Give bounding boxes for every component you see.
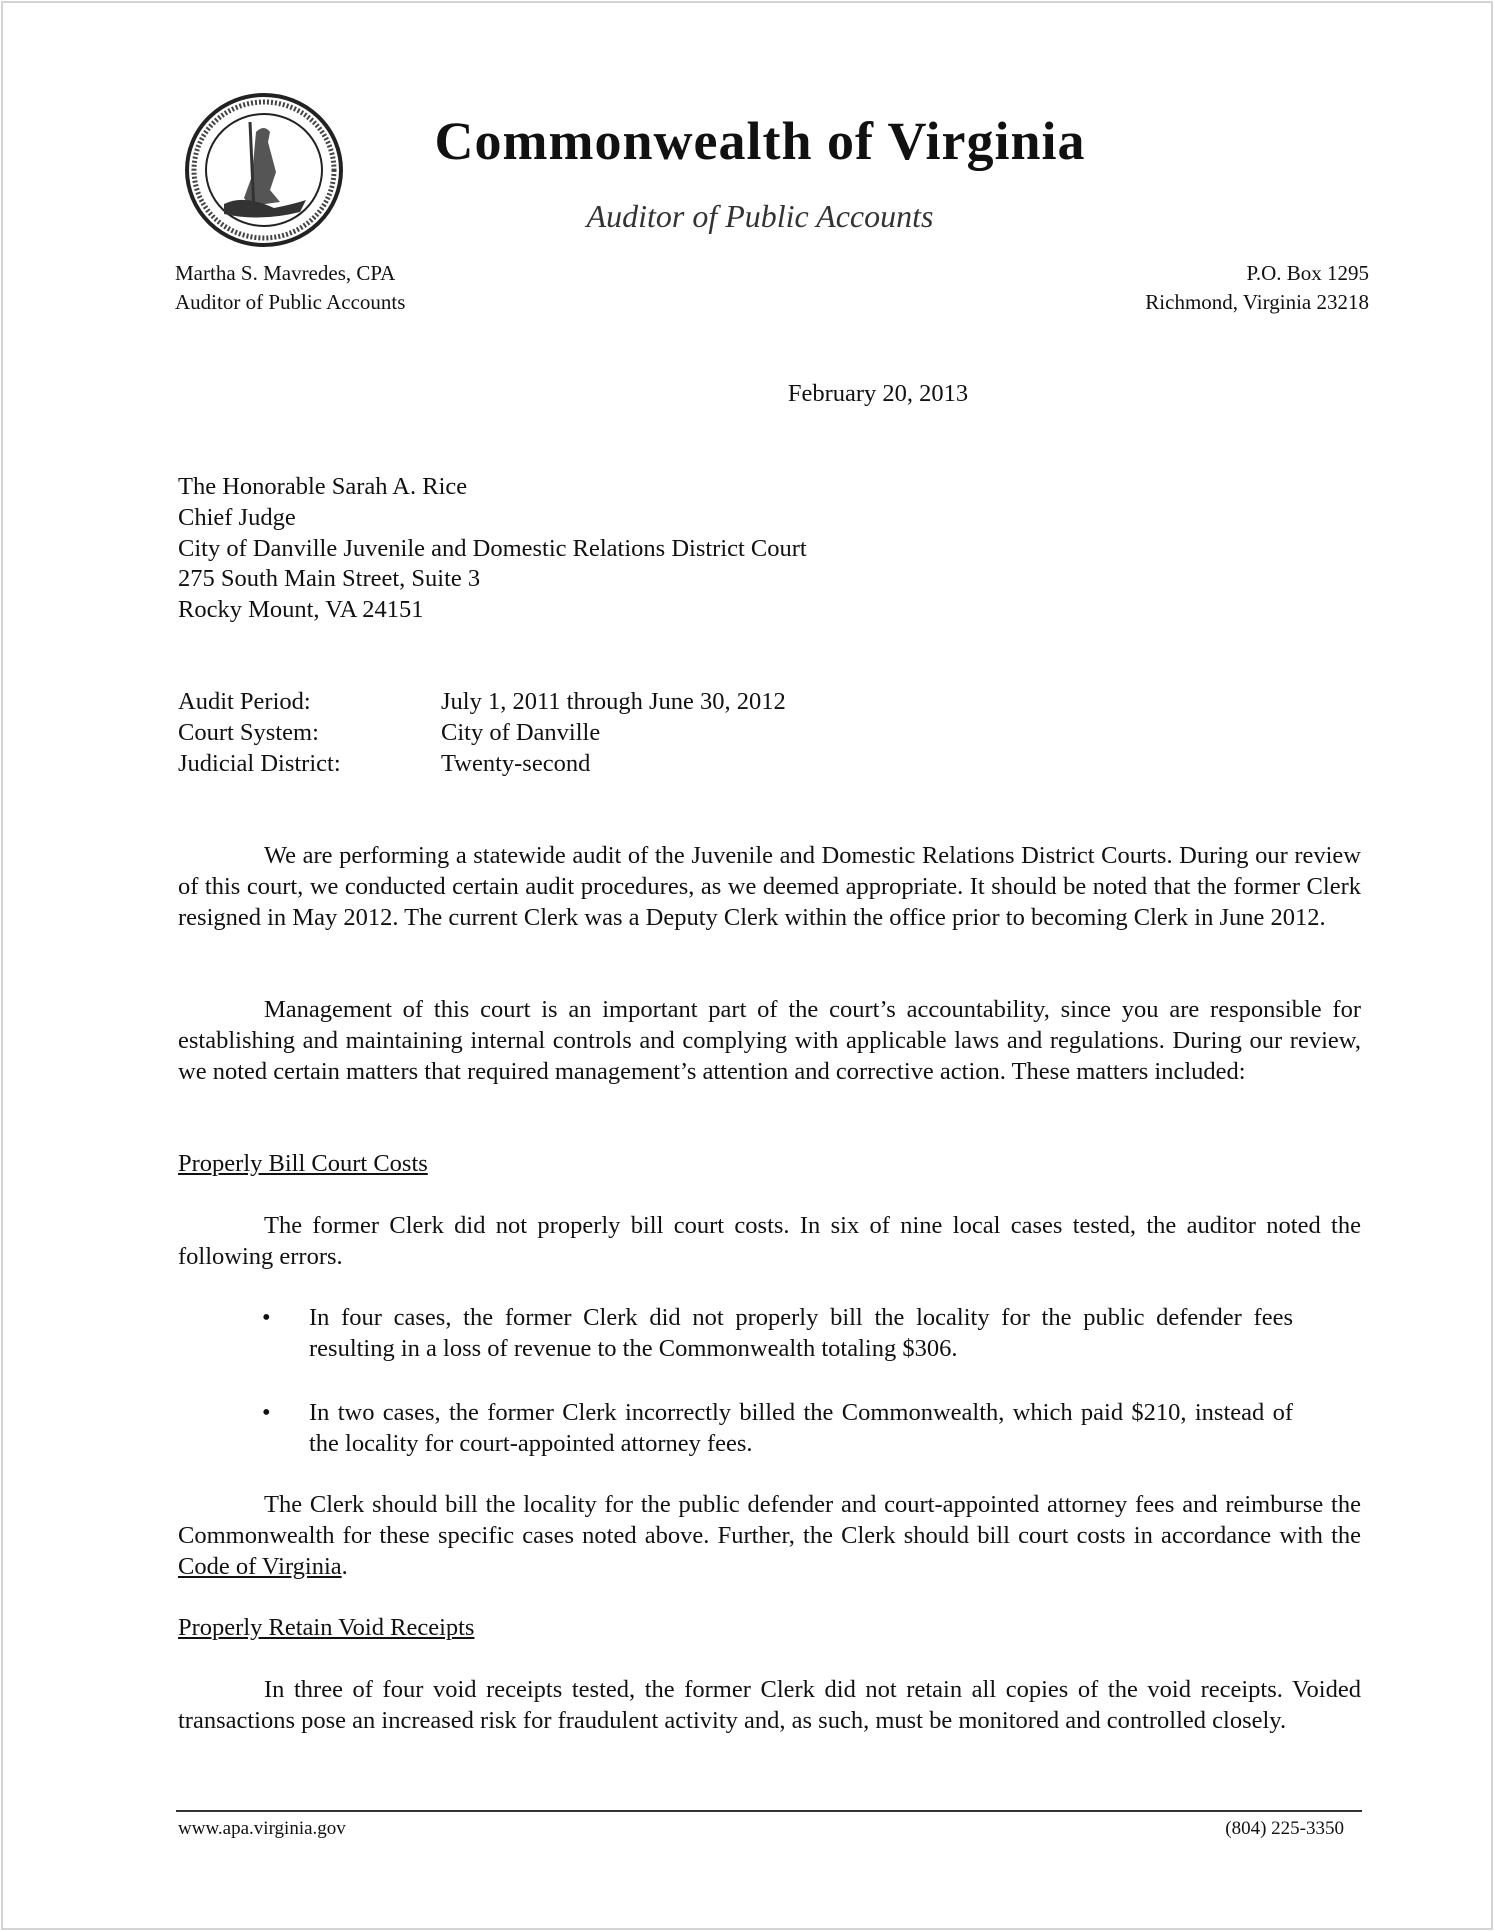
footer-divider bbox=[176, 1810, 1362, 1812]
recipient-line: 275 South Main Street, Suite 3 bbox=[178, 565, 481, 593]
audit-info bbox=[178, 687, 786, 779]
auditor-title: Auditor of Public Accounts bbox=[175, 290, 406, 314]
paragraph-management: Management of this court is an important part of the court’s accountability, since you are responsible for establishing and maintaining internal controls and complying with applicable laws and regulations. During our review, we noted certain matters that required management’s attention and corrective action. These matters included: bbox=[178, 996, 1361, 1085]
virginia-seal-logo bbox=[184, 92, 344, 248]
letter-date: February 20, 2013 bbox=[787, 380, 969, 407]
footer-phone: (804) 225-3350 bbox=[1225, 1818, 1344, 1839]
recipient-line: The Honorable Sarah A. Rice bbox=[178, 473, 468, 500]
auditor-name-block bbox=[175, 259, 405, 317]
letterhead-subtitle: Auditor of Public Accounts bbox=[586, 198, 934, 234]
audit-period-value: July 1, 2011 through June 30, 2012 bbox=[441, 688, 786, 715]
paragraph-intro: We are performing a statewide audit of the Juvenile and Domestic Relations District Courts. During our review of this court, we conducted certain audit procedures, as we deemed appropriate. It should be noted that the former Clerk resigned in May 2012. The current Clerk was a Deputy Clerk within the office prior to becoming Clerk in June 2012. bbox=[178, 842, 1361, 931]
mailing-address-block bbox=[1145, 259, 1369, 317]
po-box: P.O. Box 1295 bbox=[1246, 261, 1369, 285]
bullet-icon: • bbox=[262, 1304, 271, 1331]
heading-bill-court-costs: Properly Bill Court Costs bbox=[178, 1150, 428, 1177]
recipient-address bbox=[178, 472, 807, 626]
recipient-line: Rocky Mount, VA 24151 bbox=[178, 596, 424, 624]
letterhead-title: Commonwealth of Virginia bbox=[434, 111, 1086, 171]
paragraph-recommendation: The Clerk should bill the locality for the public defender and court-appointed attorney fees and reimburse the Commonwealth for these specific cases noted above. Further, the Clerk should bill court costs in accordance with the Code of Virginia. bbox=[178, 1491, 1361, 1580]
paragraph-void-receipts: In three of four void receipts tested, the former Clerk did not retain all copies of the void receipts. Voided transactions pose an increased risk for fraudulent activity and, as such, must be monitored and controlled closely. bbox=[178, 1676, 1361, 1734]
recipient-line: City of Danville Juvenile and Domestic Relations District Court bbox=[178, 534, 807, 562]
bullet-text: In four cases, the former Clerk did not properly bill the locality for the public defender fees resulting in a loss of revenue to the Commonwealth totaling $306. bbox=[309, 1304, 1293, 1362]
auditor-name: Martha S. Mavredes, CPA bbox=[175, 261, 396, 285]
bullet-text: In two cases, the former Clerk incorrectly billed the Commonwealth, which paid $210, instead of the locality for court-appointed attorney fees. bbox=[309, 1399, 1293, 1457]
paragraph-court-costs: The former Clerk did not properly bill court costs. In six of nine local cases tested, the auditor noted the following errors. bbox=[178, 1212, 1361, 1270]
city-state-zip: Richmond, Virginia 23218 bbox=[1145, 290, 1369, 314]
heading-void-receipts: Properly Retain Void Receipts bbox=[178, 1614, 475, 1641]
audit-info-row bbox=[178, 718, 786, 749]
bullet-item bbox=[262, 1398, 1293, 1460]
footer-website: www.apa.virginia.gov bbox=[178, 1818, 346, 1839]
audit-info-row bbox=[178, 749, 786, 780]
judicial-district-value: Twenty-second bbox=[441, 749, 591, 777]
bullet-icon: • bbox=[262, 1399, 271, 1426]
court-system-label: Court System: bbox=[178, 718, 319, 746]
bullet-item bbox=[262, 1303, 1293, 1365]
audit-period-label: Audit Period: bbox=[178, 688, 311, 715]
recipient-line: Chief Judge bbox=[178, 503, 296, 531]
court-system-value: City of Danville bbox=[441, 718, 601, 746]
judicial-district-label: Judicial District: bbox=[178, 749, 341, 777]
audit-info-row bbox=[178, 687, 786, 718]
code-of-virginia-reference: Code of Virginia bbox=[178, 1552, 342, 1580]
